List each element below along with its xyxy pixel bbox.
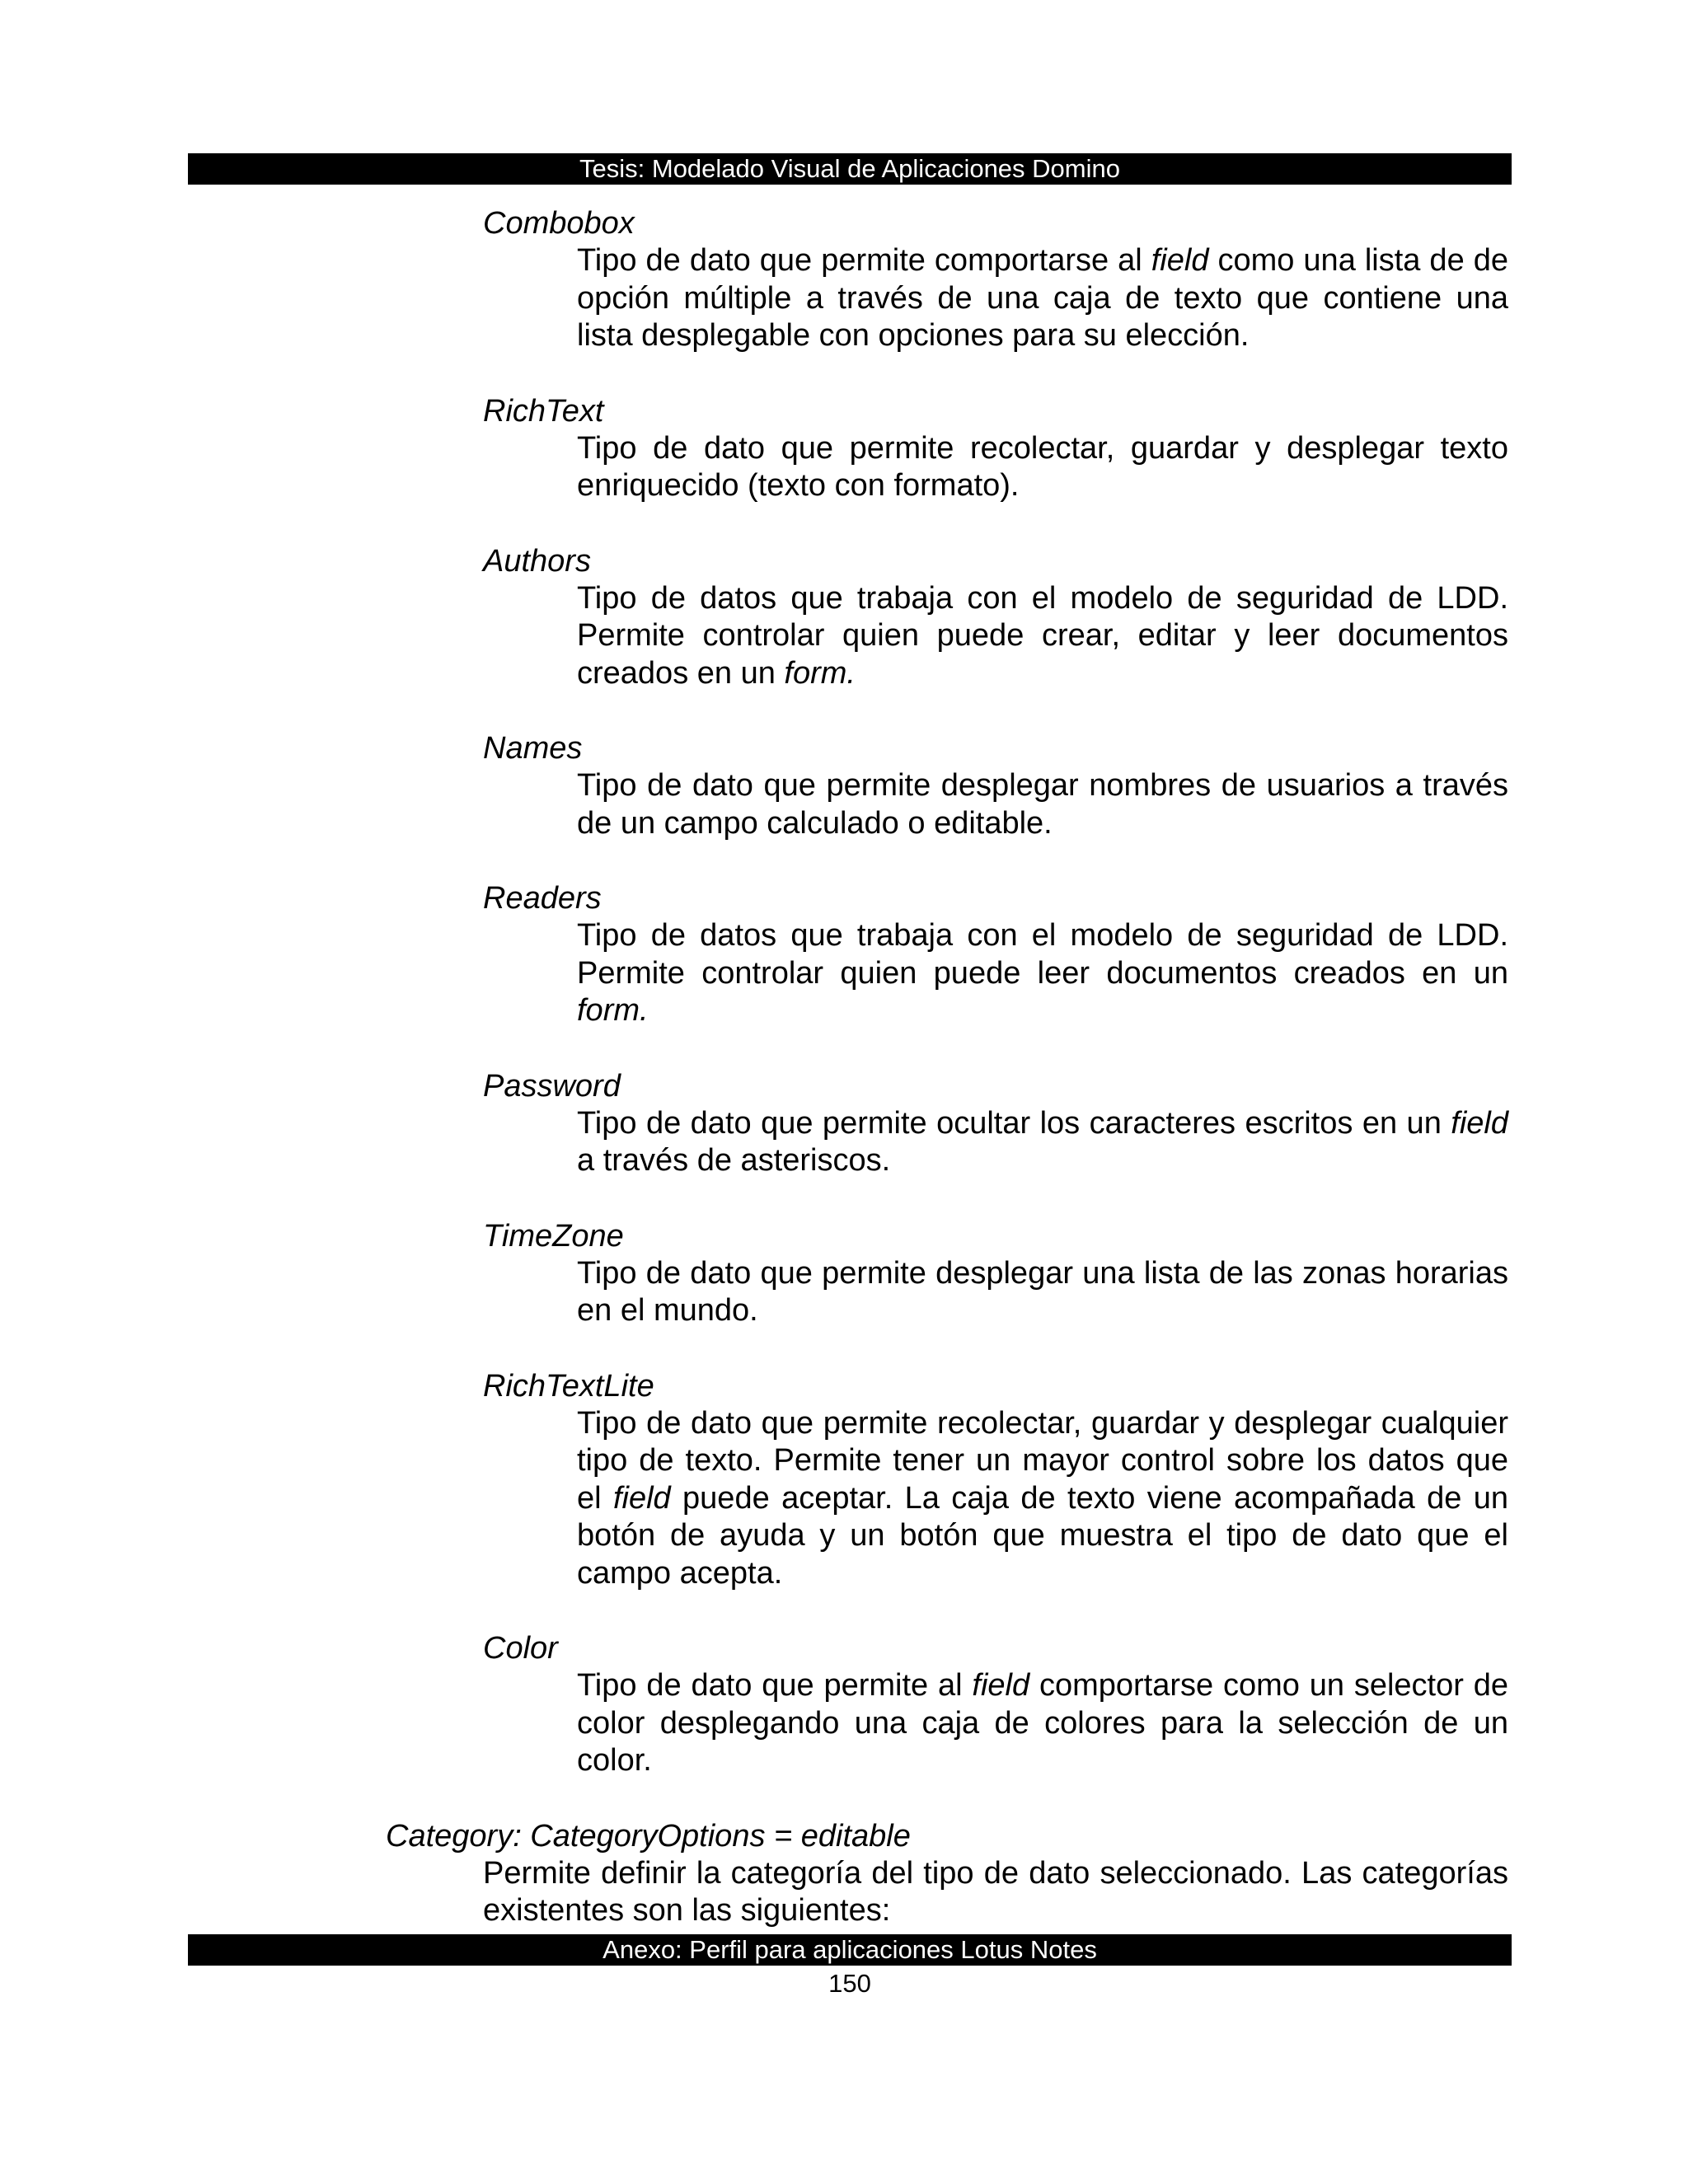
running-footer xyxy=(188,1934,1512,1966)
field-type-description xyxy=(577,430,1508,505)
category-section xyxy=(0,1817,1688,1930)
field-type-term: Password xyxy=(483,1068,621,1104)
field-type-entry xyxy=(0,1067,1688,1180)
description-text: como una lista de de opción múltiple a través de una caja de texto que contiene una lista desplegable con opciones para su elección. xyxy=(577,243,1508,353)
running-footer-title: Anexo: Perfil para aplicaciones Lotus Notes xyxy=(603,1935,1097,1964)
field-type-description xyxy=(577,242,1508,355)
field-type-description xyxy=(577,1405,1508,1593)
description-text: comportarse como un selector de color desplegando una caja de colores para la selección de un color. xyxy=(577,1668,1508,1778)
field-type-term: RichTextLite xyxy=(483,1368,654,1404)
field-type-term: Readers xyxy=(483,881,602,916)
description-text: Tipo de datos que trabaja con el modelo de seguridad de LDD. Permite controlar quien puede crear, editar y leer documentos creados en un xyxy=(577,580,1508,691)
field-type-description xyxy=(577,1255,1508,1330)
emphasis-term: field xyxy=(1451,1105,1508,1141)
field-type-entry xyxy=(0,729,1688,842)
field-type-entry xyxy=(0,1629,1688,1780)
field-type-description xyxy=(577,917,1508,1030)
emphasis-term: form. xyxy=(577,993,649,1028)
emphasis-term: field xyxy=(612,1480,671,1516)
field-type-entry xyxy=(0,879,1688,1030)
emphasis-term: field xyxy=(1151,243,1209,278)
field-type-description xyxy=(577,580,1508,693)
description-text: a través de asteriscos. xyxy=(577,1143,891,1178)
description-text: Tipo de dato que permite ocultar los caracteres escritos en un xyxy=(577,1105,1451,1141)
category-term: Category: CategoryOptions = editable xyxy=(386,1818,911,1854)
field-type-term: Names xyxy=(483,731,583,766)
field-type-description xyxy=(577,1105,1508,1180)
field-type-description xyxy=(577,1667,1508,1780)
description-text: Tipo de dato que permite recolectar, guardar y desplegar texto enriquecido (texto con formato). xyxy=(577,430,1508,503)
field-type-entry xyxy=(0,392,1688,505)
field-type-entry xyxy=(0,204,1688,355)
field-type-term: TimeZone xyxy=(483,1218,624,1254)
field-type-term: RichText xyxy=(483,393,604,429)
field-type-description xyxy=(577,767,1508,842)
description-text: Tipo de dato que permite comportarse al xyxy=(577,243,1151,278)
running-header-title: Tesis: Modelado Visual de Aplicaciones Domino xyxy=(579,154,1120,183)
field-type-entry xyxy=(0,1217,1688,1330)
description-text: Tipo de dato que permite recolectar, guardar y desplegar cualquier tipo de texto. Permite tener un mayor control sobre los datos que el xyxy=(577,1405,1508,1516)
category-description: Permite definir la categoría del tipo de dato seleccionado. Las categorías existentes son las siguientes: xyxy=(483,1855,1508,1928)
description-text: Tipo de dato que permite desplegar una lista de las zonas horarias en el mundo. xyxy=(577,1255,1508,1328)
description-text: Tipo de datos que trabaja con el modelo de seguridad de LDD. Permite controlar quien puede leer documentos creados en un xyxy=(577,918,1508,991)
page-number: 150 xyxy=(828,1969,871,1998)
field-type-list xyxy=(0,204,1688,1780)
emphasis-term: field xyxy=(972,1668,1030,1703)
running-header xyxy=(188,153,1512,185)
description-text: Tipo de dato que permite al xyxy=(577,1668,973,1703)
field-type-entry xyxy=(0,542,1688,693)
field-type-term: Combobox xyxy=(483,206,635,241)
field-type-term: Color xyxy=(483,1631,558,1666)
document-body xyxy=(0,204,1688,1930)
description-text: Tipo de dato que permite desplegar nombres de usuarios a través de un campo calculado o editable. xyxy=(577,768,1508,841)
emphasis-term: form. xyxy=(784,655,856,691)
description-text: puede aceptar. La caja de texto viene acompañada de un botón de ayuda y un botón que muestra el tipo de dato que el campo acepta. xyxy=(577,1480,1508,1591)
field-type-entry xyxy=(0,1367,1688,1593)
field-type-term: Authors xyxy=(483,543,591,579)
